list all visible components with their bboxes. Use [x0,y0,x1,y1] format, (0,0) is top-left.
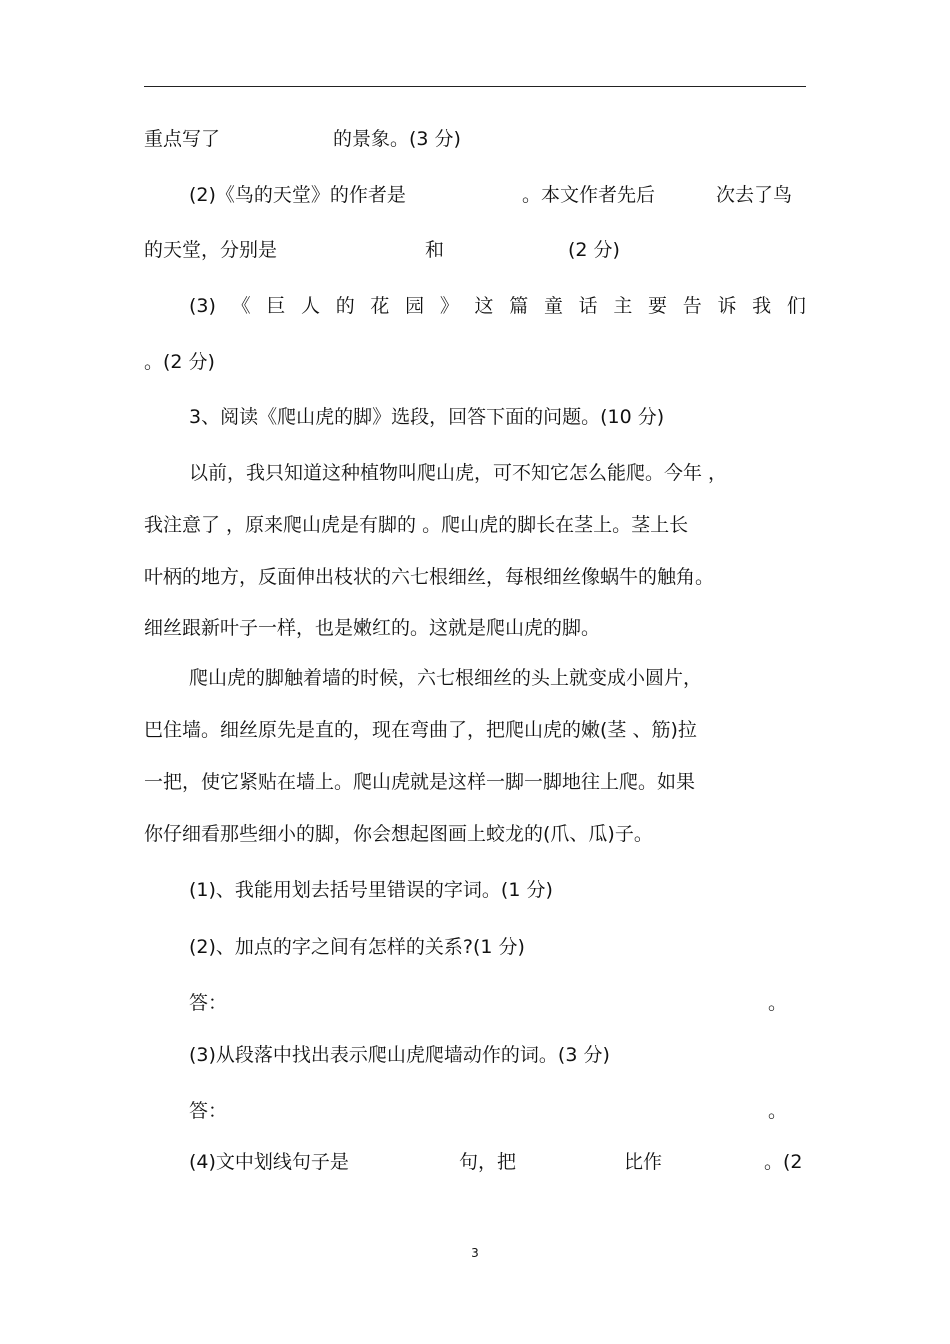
text-segment: 诉 [717,295,737,317]
question-line [459,1150,516,1174]
text-line [144,770,695,794]
text-line [189,666,702,690]
text-segment: 你仔细看那些细小的脚，你会想起图画上蛟龙的(爪、瓜)子。 [144,823,653,845]
text-segment: 花 [370,295,390,317]
text-segment: 3、阅读《爬山虎的脚》选段，回答下面的问题。(10 分) [189,406,665,428]
text-segment: 话 [578,295,598,317]
text-segment: (3) [189,295,216,317]
text-line [144,238,277,262]
text-line [189,405,664,429]
text-segment: 的景象。(3 分) [333,128,461,150]
text-segment: 我注意了 ，原来爬山虎是有脚的 。爬山虎的脚长在茎上。茎上长 [144,514,689,536]
question-line [189,1043,610,1067]
text-line [189,461,727,485]
text-segment: (4)文中划线句子是 [189,1151,349,1173]
header-rule [144,86,806,87]
text-segment: (2 分) [568,239,620,261]
text-segment: 。 [768,992,788,1014]
text-segment: 的 [335,295,355,317]
text-segment: 们 [786,295,806,317]
text-segment: 这 [474,295,494,317]
text-segment: 。本文作者先后 [522,184,656,206]
text-line [716,183,792,207]
text-segment: 。(2 分) [144,351,215,373]
answer-line [768,1099,787,1123]
text-segment: 比作 [624,1151,663,1173]
text-segment: 要 [648,295,668,317]
text-line [144,616,600,640]
text-segment: 人 [301,295,321,317]
text-segment: 重点写了 [144,128,221,150]
text-line [189,294,806,318]
text-line [522,183,655,207]
question-line [189,1150,349,1174]
text-segment: 的天堂，分别是 [144,239,278,261]
text-segment: 我 [752,295,772,317]
text-line [144,718,697,742]
text-line [144,350,215,374]
text-segment: (1)、我能用划去括号里错误的字词。(1 分) [189,879,553,901]
text-segment: 。(2 [764,1151,803,1173]
text-segment: 篇 [509,295,529,317]
text-line [189,183,406,207]
text-segment: 童 [543,295,563,317]
text-segment: 《 [231,295,251,317]
question-line [764,1150,803,1174]
text-segment: 园 [405,295,425,317]
text-segment: 》 [439,295,459,317]
question-line [189,935,525,959]
text-segment: 巴住墙。细丝原先是直的，现在弯曲了，把爬山虎的嫩(茎 、筋)拉 [144,719,697,741]
answer-line [768,991,787,1015]
text-line [144,127,220,151]
text-line [333,127,461,151]
text-line [144,822,653,846]
text-segment: 主 [613,295,633,317]
text-segment: 爬山虎的脚触着墙的时候，六七根细丝的头上就变成小圆片， [189,667,703,689]
text-line [144,565,714,589]
answer-line [189,1099,227,1123]
text-segment: 一把，使它紧贴在墙上。爬山虎就是这样一脚一脚地往上爬。如果 [144,771,696,793]
text-segment: 句，把 [459,1151,517,1173]
answer-line [189,991,227,1015]
text-segment: (3)从段落中找出表示爬山虎爬墙动作的词。(3 分) [189,1044,610,1066]
text-segment: 以前，我只知道这种植物叫爬山虎，可不知它怎么能爬。今年 ， [189,462,728,484]
text-line [144,513,688,537]
answer-label: 答： [189,992,228,1014]
question-line [189,878,553,902]
text-segment: 。 [768,1100,788,1122]
text-segment: (2)《鸟的天堂》的作者是 [189,184,406,206]
text-line [568,238,620,262]
question-line [624,1150,662,1174]
answer-label: 答： [189,1100,228,1122]
text-segment: 巨 [266,295,286,317]
text-segment: (2)、加点的字之间有怎样的关系?(1 分) [189,936,525,958]
text-segment: 和 [425,239,445,261]
text-segment: 细丝跟新叶子一样，也是嫩红的。这就是爬山虎的脚。 [144,617,601,639]
text-segment: 叶柄的地方，反面伸出枝状的六七根细丝，每根细丝像蜗牛的触角。 [144,566,715,588]
text-line [425,238,444,262]
text-segment: 告 [682,295,702,317]
page-number: 3 [471,1246,479,1260]
text-segment: 次去了鸟 [716,184,793,206]
